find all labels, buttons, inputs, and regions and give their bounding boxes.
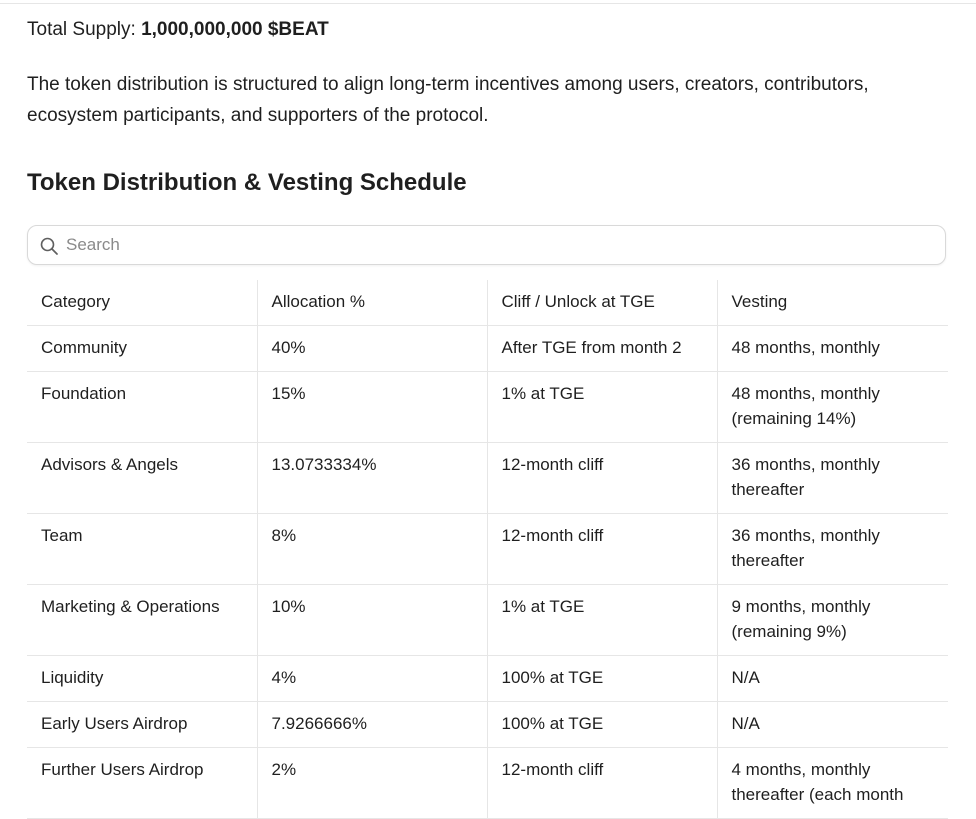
cell-vesting: 9 months, monthly (remaining 9%) — [717, 585, 948, 656]
total-supply-value: 1,000,000,000 $BEAT — [141, 19, 329, 40]
search-box[interactable] — [27, 225, 946, 265]
table-row — [27, 748, 948, 819]
cell-vesting: 48 months, monthly (remaining 14%) — [717, 372, 948, 443]
cell-vesting: 48 months, monthly — [717, 326, 948, 372]
cell-cliff: 12-month cliff — [487, 514, 717, 585]
cell-vesting: 36 months, monthly thereafter — [717, 514, 948, 585]
table-row — [27, 443, 948, 514]
cell-category: Team — [27, 514, 257, 585]
cell-vesting: 36 months, monthly thereafter — [717, 443, 948, 514]
table-row — [27, 585, 948, 656]
total-supply-label: Total Supply: — [27, 19, 136, 40]
column-header-category: Category — [27, 280, 257, 326]
cell-allocation: 2% — [257, 748, 487, 819]
table-row — [27, 702, 948, 748]
cell-vesting: 4 months, monthly thereafter (each month — [717, 748, 948, 819]
search-input[interactable] — [66, 226, 926, 264]
cell-category: Community — [27, 326, 257, 372]
cell-vesting: N/A — [717, 702, 948, 748]
section-heading: Token Distribution & Vesting Schedule — [27, 169, 467, 196]
table-row — [27, 656, 948, 702]
cell-cliff: 1% at TGE — [487, 372, 717, 443]
cell-category: Liquidity — [27, 656, 257, 702]
cell-category: Early Users Airdrop — [27, 702, 257, 748]
cell-cliff: 12-month cliff — [487, 748, 717, 819]
cell-category: Foundation — [27, 372, 257, 443]
cell-allocation: 13.0733334% — [257, 443, 487, 514]
cell-allocation: 10% — [257, 585, 487, 656]
cell-cliff: 100% at TGE — [487, 702, 717, 748]
top-divider — [0, 3, 976, 4]
search-icon — [39, 236, 59, 256]
cell-category: Advisors & Angels — [27, 443, 257, 514]
table-row — [27, 372, 948, 443]
distribution-table-wrapper — [27, 280, 948, 819]
cell-cliff: After TGE from month 2 — [487, 326, 717, 372]
cell-allocation: 15% — [257, 372, 487, 443]
column-header-cliff: Cliff / Unlock at TGE — [487, 280, 717, 326]
cell-allocation: 40% — [257, 326, 487, 372]
cell-allocation: 7.9266666% — [257, 702, 487, 748]
cell-vesting: N/A — [717, 656, 948, 702]
cell-category: Marketing & Operations — [27, 585, 257, 656]
table-row — [27, 514, 948, 585]
distribution-table — [27, 280, 948, 819]
cell-cliff: 100% at TGE — [487, 656, 717, 702]
cell-cliff: 1% at TGE — [487, 585, 717, 656]
cell-category: Further Users Airdrop — [27, 748, 257, 819]
column-header-vesting: Vesting — [717, 280, 948, 326]
cell-allocation: 4% — [257, 656, 487, 702]
total-supply — [27, 17, 329, 43]
intro-paragraph: The token distribution is structured to align long-term incentives among users, creators, contributors, ecosystem participants, and supporters of the protocol. — [27, 74, 869, 126]
column-header-allocation: Allocation % — [257, 280, 487, 326]
table-header-row — [27, 280, 948, 326]
table-row — [27, 326, 948, 372]
cell-allocation: 8% — [257, 514, 487, 585]
cell-cliff: 12-month cliff — [487, 443, 717, 514]
